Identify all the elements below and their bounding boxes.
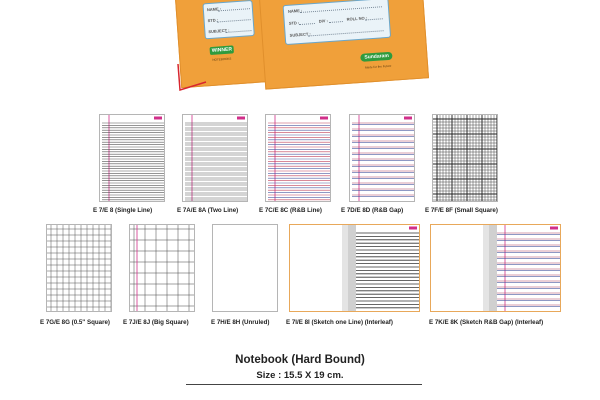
label-field: STD : xyxy=(207,17,219,24)
winner-logo: WINNER xyxy=(209,45,234,55)
half-inch-square-ruling xyxy=(47,225,112,312)
sample-page-small-square xyxy=(432,114,498,202)
sample-page-big-square xyxy=(129,224,195,312)
interleaf-shade xyxy=(489,225,497,312)
brand-tag xyxy=(409,227,417,230)
caption-rb-gap: E 7D/E 8D (R&B Gap) xyxy=(341,207,404,214)
sundaram-logo-sub: Made for the Future xyxy=(364,63,392,70)
label-field: SUBJECT : xyxy=(208,27,230,35)
caption-half-inch-square: E 7G/E 8G (0.5" Square) xyxy=(40,319,110,326)
sample-page-rb-line xyxy=(265,114,331,202)
rb-line-ruling xyxy=(266,115,331,202)
sample-page-half-inch-square xyxy=(46,224,112,312)
caption-rb-line: E 7C/E 8C (R&B Line) xyxy=(259,207,322,214)
caption-single-line: E 7/E 8 (Single Line) xyxy=(93,207,153,214)
footer-divider xyxy=(186,384,422,385)
label-field: NAME : xyxy=(206,6,222,13)
sample-page-two-line xyxy=(182,114,248,202)
notebook-cover-right xyxy=(259,0,429,90)
cover-name-label xyxy=(283,0,392,45)
two-line-ruling xyxy=(183,115,248,202)
sample-page-sketch-one-line xyxy=(289,224,420,312)
sketch-rb-gap-spread xyxy=(431,225,561,312)
ribbon-decoration xyxy=(170,60,210,96)
brand-tag xyxy=(154,117,162,120)
sample-page-rb-gap xyxy=(349,114,415,202)
sketch-one-line-spread xyxy=(290,225,420,312)
brand-tag xyxy=(550,227,558,230)
sample-page-sketch-rb-gap xyxy=(430,224,561,312)
sample-page-single-line xyxy=(99,114,165,202)
label-field: SUBJECT : xyxy=(289,31,311,38)
label-field: DIV : xyxy=(318,18,329,24)
sample-page-unruled xyxy=(212,224,278,312)
single-line-ruling xyxy=(100,115,165,202)
label-field: STD : xyxy=(288,20,300,26)
cover-name-label xyxy=(202,0,254,39)
product-title: Notebook (Hard Bound) xyxy=(235,354,365,366)
small-square-ruling xyxy=(433,115,498,202)
caption-two-line: E 7A/E 8A (Two Line) xyxy=(177,207,239,214)
big-square-ruling xyxy=(130,225,195,312)
caption-sketch-one-line: E 7I/E 8I (Sketch one Line) (Interleaf) xyxy=(286,319,393,326)
winner-logo-sub: NOTEBOOKS xyxy=(212,56,232,62)
product-size: Size : 15.5 X 19 cm. xyxy=(256,370,344,381)
caption-unruled: E 7H/E 8H (Unruled) xyxy=(211,319,270,326)
label-field: NAME : xyxy=(287,7,303,14)
brand-tag xyxy=(320,117,328,120)
caption-sketch-rb-gap: E 7K/E 8K (Sketch R&B Gap) (Interleaf) xyxy=(429,319,544,326)
brand-tag xyxy=(404,117,412,120)
caption-big-square: E 7J/E 8J (Big Square) xyxy=(123,319,189,326)
caption-small-square: E 7F/E 8F (Small Square) xyxy=(425,207,498,214)
sundaram-logo: Sundaram xyxy=(360,52,393,62)
interleaf-shade xyxy=(348,225,356,312)
rb-gap-ruling xyxy=(350,115,415,202)
brand-tag xyxy=(237,117,245,120)
label-field: ROLL NO : xyxy=(346,15,368,22)
